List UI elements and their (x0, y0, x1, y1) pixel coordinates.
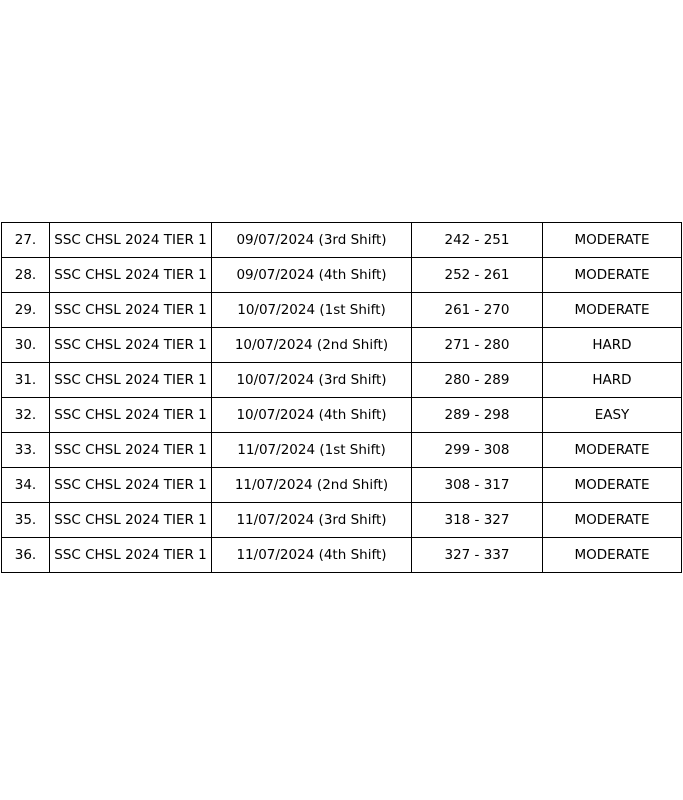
table-row (2, 293, 682, 328)
serial-number-cell: 27. (2, 223, 50, 258)
exam-date-cell: 11/07/2024 (3rd Shift) (212, 503, 412, 538)
table-row (2, 223, 682, 258)
difficulty-level-cell: MODERATE (543, 258, 682, 293)
score-range-cell: 299 - 308 (412, 433, 543, 468)
exam-name-cell: SSC CHSL 2024 TIER 1 (50, 258, 212, 293)
score-range-cell: 261 - 270 (412, 293, 543, 328)
score-range-cell: 318 - 327 (412, 503, 543, 538)
exam-table-container (1, 222, 681, 573)
score-range-cell: 308 - 317 (412, 468, 543, 503)
exam-name-cell: SSC CHSL 2024 TIER 1 (50, 363, 212, 398)
score-range-cell: 289 - 298 (412, 398, 543, 433)
serial-number-cell: 34. (2, 468, 50, 503)
serial-number-cell: 35. (2, 503, 50, 538)
serial-number-cell: 36. (2, 538, 50, 573)
serial-number-cell: 28. (2, 258, 50, 293)
table-row (2, 433, 682, 468)
difficulty-level-cell: MODERATE (543, 433, 682, 468)
exam-name-cell: SSC CHSL 2024 TIER 1 (50, 223, 212, 258)
serial-number-cell: 32. (2, 398, 50, 433)
exam-name-cell: SSC CHSL 2024 TIER 1 (50, 328, 212, 363)
exam-name-cell: SSC CHSL 2024 TIER 1 (50, 433, 212, 468)
score-range-cell: 280 - 289 (412, 363, 543, 398)
difficulty-level-cell: MODERATE (543, 538, 682, 573)
score-range-cell: 242 - 251 (412, 223, 543, 258)
score-range-cell: 271 - 280 (412, 328, 543, 363)
table-row (2, 258, 682, 293)
score-range-cell: 252 - 261 (412, 258, 543, 293)
table-row (2, 328, 682, 363)
exam-date-cell: 11/07/2024 (4th Shift) (212, 538, 412, 573)
exam-name-cell: SSC CHSL 2024 TIER 1 (50, 503, 212, 538)
difficulty-level-cell: HARD (543, 328, 682, 363)
table-row (2, 363, 682, 398)
exam-date-cell: 11/07/2024 (1st Shift) (212, 433, 412, 468)
table-row (2, 538, 682, 573)
difficulty-level-cell: EASY (543, 398, 682, 433)
exam-date-cell: 09/07/2024 (3rd Shift) (212, 223, 412, 258)
difficulty-level-cell: MODERATE (543, 293, 682, 328)
difficulty-level-cell: MODERATE (543, 223, 682, 258)
serial-number-cell: 33. (2, 433, 50, 468)
table-row (2, 398, 682, 433)
score-range-cell: 327 - 337 (412, 538, 543, 573)
exam-name-cell: SSC CHSL 2024 TIER 1 (50, 538, 212, 573)
exam-date-cell: 11/07/2024 (2nd Shift) (212, 468, 412, 503)
exam-date-cell: 09/07/2024 (4th Shift) (212, 258, 412, 293)
exam-name-cell: SSC CHSL 2024 TIER 1 (50, 398, 212, 433)
exam-name-cell: SSC CHSL 2024 TIER 1 (50, 468, 212, 503)
exam-date-cell: 10/07/2024 (1st Shift) (212, 293, 412, 328)
exam-date-cell: 10/07/2024 (3rd Shift) (212, 363, 412, 398)
table-row (2, 468, 682, 503)
difficulty-level-cell: HARD (543, 363, 682, 398)
exam-date-cell: 10/07/2024 (2nd Shift) (212, 328, 412, 363)
serial-number-cell: 29. (2, 293, 50, 328)
exam-shift-table (1, 222, 682, 573)
difficulty-level-cell: MODERATE (543, 503, 682, 538)
serial-number-cell: 30. (2, 328, 50, 363)
exam-name-cell: SSC CHSL 2024 TIER 1 (50, 293, 212, 328)
difficulty-level-cell: MODERATE (543, 468, 682, 503)
serial-number-cell: 31. (2, 363, 50, 398)
exam-date-cell: 10/07/2024 (4th Shift) (212, 398, 412, 433)
table-row (2, 503, 682, 538)
